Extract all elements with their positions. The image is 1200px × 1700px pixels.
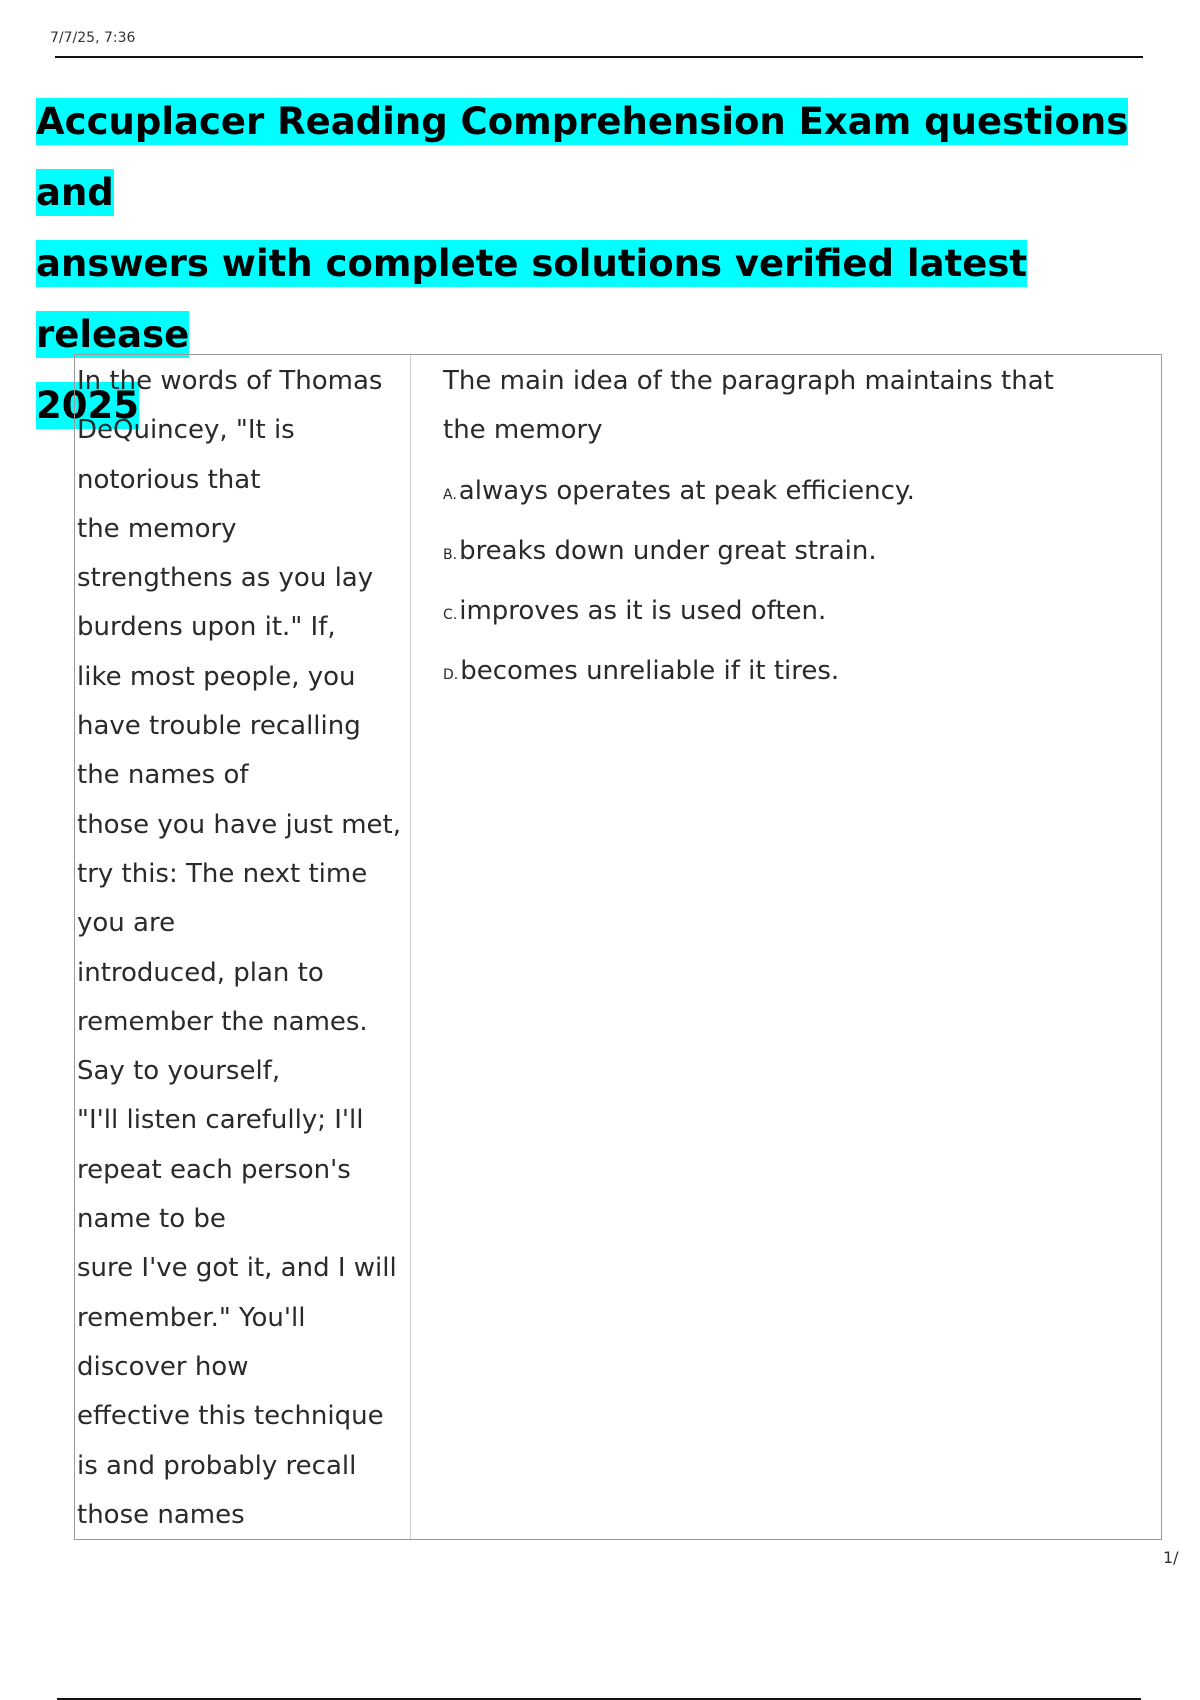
passage-line: you are <box>77 908 176 939</box>
passage-line: repeat each person's <box>77 1154 351 1185</box>
passage-line: name to be <box>77 1204 226 1235</box>
title-line-2: answers with complete solutions verified latest release <box>36 242 1028 356</box>
answer-option-d <box>443 643 1161 703</box>
option-text: improves as it is used often. <box>459 596 827 626</box>
passage-line: like most people, you <box>77 661 356 692</box>
question-cell <box>411 355 1161 1539</box>
passage-line: burdens upon it." If, <box>77 612 336 643</box>
passage-line: remember." You'll <box>77 1302 306 1333</box>
question-table <box>74 354 1162 1540</box>
passage-line: those you have just met, <box>77 809 401 840</box>
passage-line: remember the names. <box>77 1006 368 1037</box>
option-text: breaks down under great strain. <box>459 536 877 566</box>
passage-line: the names of <box>77 760 249 791</box>
option-letter: A. <box>443 487 457 503</box>
passage-line: DeQuincey, "It is <box>77 415 295 446</box>
passage-line: effective this technique <box>77 1401 384 1432</box>
passage-line: is and probably recall <box>77 1450 357 1481</box>
option-letter: C. <box>443 607 458 623</box>
option-letter: B. <box>443 547 458 563</box>
passage-line: Say to yourself, <box>77 1056 281 1087</box>
option-text: always operates at peak efficiency. <box>458 476 915 506</box>
passage-line: In the words of Thomas <box>77 366 383 396</box>
passage-cell <box>75 355 411 1539</box>
passage-line: discover how <box>77 1351 249 1382</box>
answer-option-a <box>443 463 1161 523</box>
passage-line: notorious that <box>77 464 261 495</box>
passage-line: try this: The next time <box>77 858 368 889</box>
title-line-3: 2025 <box>36 384 139 427</box>
print-date: 7/7/25, 7:36 <box>50 30 136 46</box>
question-stem: The main idea of the paragraph maintains that the memory <box>443 366 1054 445</box>
passage-line: introduced, plan to <box>77 957 324 988</box>
title-line-1: Accuplacer Reading Comprehension Exam questions and <box>36 100 1129 214</box>
page-number: 1/ <box>1163 1548 1179 1567</box>
header-divider <box>55 56 1143 58</box>
passage-line: "I'll listen carefully; I'll <box>77 1105 364 1136</box>
option-letter: D. <box>443 667 459 683</box>
passage-line: strengthens as you lay <box>77 563 374 594</box>
option-text: becomes unreliable if it tires. <box>460 656 840 686</box>
passage-line: those names <box>77 1499 245 1530</box>
passage-line: sure I've got it, and I will <box>77 1253 397 1284</box>
passage-line: the memory <box>77 513 237 544</box>
answer-option-b <box>443 523 1161 583</box>
answer-option-c <box>443 583 1161 643</box>
passage-line: have trouble recalling <box>77 711 361 742</box>
